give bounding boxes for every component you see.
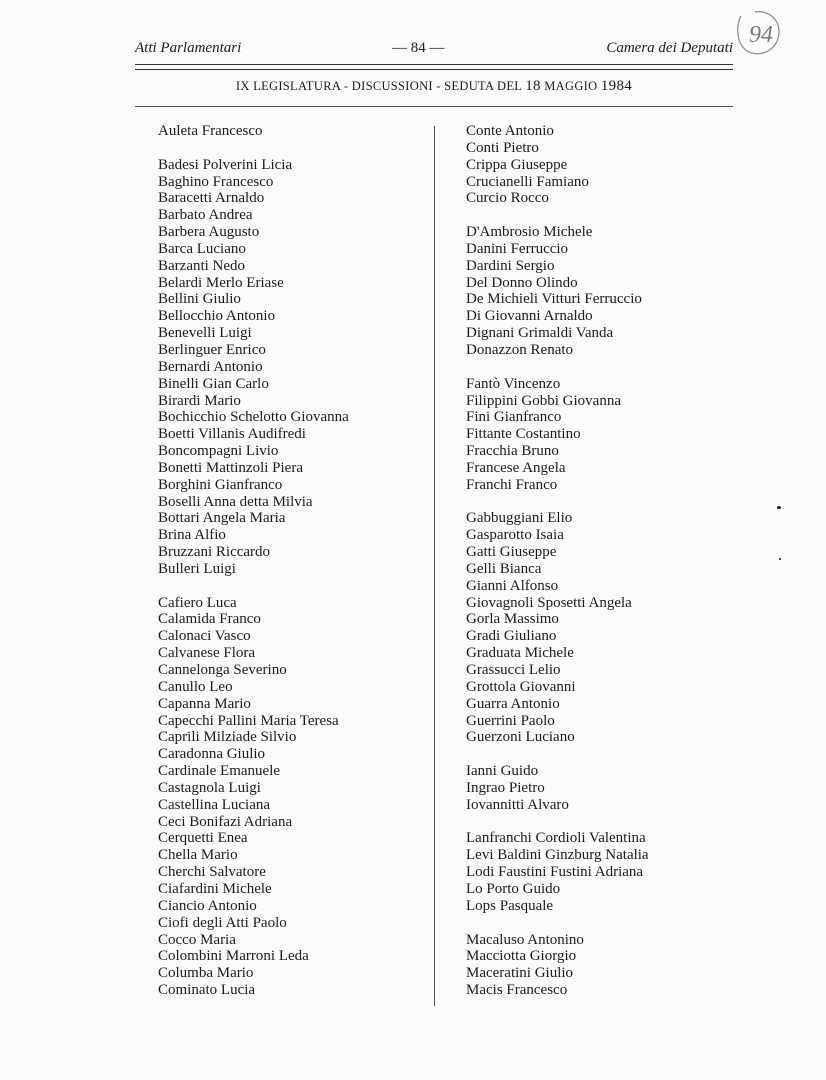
deputy-name: Benevelli Luigi (158, 325, 252, 342)
deputy-name: Dardini Sergio (466, 257, 555, 274)
deputy-name: Donazzon Renato (466, 341, 574, 358)
deputy-name: Lodi Faustini Fustini Adriana (466, 864, 644, 881)
deputy-name: Bellocchio Antonio (158, 308, 276, 325)
deputy-name: Barzanti Nedo (158, 257, 246, 274)
deputy-name: Franchi Franco (466, 476, 558, 493)
deputy-name: Crippa Giuseppe (466, 156, 568, 173)
deputy-name: Fittante Costantino (466, 426, 581, 443)
page-header (135, 38, 733, 62)
deputy-name: Castagnola Luigi (158, 779, 261, 796)
deputy-name: Ciancio Antonio (158, 897, 257, 914)
deputy-name: Bellini Giulio (158, 291, 241, 308)
session-day: 18 (525, 78, 541, 94)
group-spacer (466, 746, 649, 763)
deputy-name: Macaluso Antonino (466, 931, 584, 948)
deputy-name: Cafiero Luca (158, 594, 237, 611)
deputy-name: Maceratini Giulio (466, 965, 574, 982)
deputy-name: Capanna Mario (158, 695, 251, 712)
deputy-name: Conte Antonio (466, 123, 554, 139)
deputy-name: Cocco Maria (158, 931, 236, 948)
deputy-name: Cherchi Salvatore (158, 864, 266, 881)
handwritten-page-mark (733, 8, 783, 68)
deputy-name: Levi Baldini Ginzburg Natalia (466, 847, 649, 864)
deputy-name: Caradonna Giulio (158, 746, 266, 763)
deputy-name: Bernardi Antonio (158, 358, 263, 375)
handwritten-number: 94 (749, 22, 773, 48)
deputy-name: D'Ambrosio Michele (466, 224, 593, 241)
deputy-name: Capecchi Pallini Maria Teresa (158, 712, 339, 729)
deputy-name: Grottola Giovanni (466, 678, 576, 695)
deputy-name: Giovagnoli Sposetti Angela (466, 594, 632, 611)
deputy-name: De Michieli Vitturi Ferruccio (466, 291, 642, 308)
deputy-name: Graduata Michele (466, 645, 574, 662)
deputy-name: Boetti Villanis Audifredi (158, 426, 306, 443)
deputy-name: Cominato Lucia (158, 982, 256, 999)
deputy-name: Cerquetti Enea (158, 830, 248, 847)
deputy-name: Borghini Gianfranco (158, 476, 283, 493)
header-double-rule (135, 64, 733, 70)
deputy-name: Filippini Gobbi Giovanna (466, 392, 621, 409)
deputy-name: Berlinguer Enrico (158, 341, 266, 358)
deputy-name: Brina Alfio (158, 527, 226, 544)
left-name-column (158, 123, 349, 999)
deputy-name: Binelli Gian Carlo (158, 375, 269, 392)
deputy-name: Gradi Giuliano (466, 628, 557, 645)
deputy-name: Belardi Merlo Eriase (158, 274, 284, 291)
group-spacer (466, 494, 649, 511)
deputy-name: Del Donno Olindo (466, 274, 578, 291)
deputy-name: Barbera Augusto (158, 224, 260, 241)
scan-speck (779, 558, 781, 560)
group-spacer (466, 359, 649, 376)
deputy-name: Lanfranchi Cordioli Valentina (466, 830, 646, 847)
deputy-name: Badesi Polverini Licia (158, 156, 293, 173)
deputy-name: Barca Luciano (158, 240, 246, 257)
header-publication: Atti Parlamentari (135, 40, 242, 56)
deputy-name: Francese Angela (466, 459, 566, 476)
deputy-name: Calonaci Vasco (158, 628, 251, 645)
deputy-name: Columba Mario (158, 965, 254, 982)
header-page-number: — 84 — (392, 40, 445, 56)
deputy-name: Bochicchio Schelotto Giovanna (158, 409, 349, 426)
session-year: 1984 (600, 78, 633, 94)
deputy-name: Macis Francesco (466, 982, 568, 999)
deputy-name: Macciotta Giorgio (466, 948, 577, 965)
right-name-column (466, 123, 649, 999)
deputy-name: Lops Pasquale (466, 897, 554, 914)
group-spacer (466, 207, 649, 224)
deputy-name: Boncompagni Livio (158, 443, 279, 460)
deputy-name: Bulleri Luigi (158, 560, 236, 577)
group-spacer (158, 578, 349, 595)
deputy-name: Calamida Franco (158, 611, 261, 628)
deputy-name: Gelli Bianca (466, 560, 542, 577)
deputy-name: Barbato Andrea (158, 207, 253, 224)
group-spacer (466, 814, 649, 831)
deputy-name: Fantò Vincenzo (466, 375, 561, 392)
column-divider (434, 126, 435, 1006)
deputy-name: Castellina Luciana (158, 796, 271, 813)
deputy-name: Auleta Francesco (158, 123, 263, 139)
deputy-name: Conti Pietro (466, 139, 539, 156)
deputy-name: Guarra Antonio (466, 695, 560, 712)
deputy-name: Ciofi degli Atti Paolo (158, 914, 287, 931)
deputy-name: Birardi Mario (158, 392, 241, 409)
deputy-name: Gabbuggiani Elio (466, 510, 573, 527)
deputy-name: Bruzzani Riccardo (158, 544, 271, 561)
deputy-name: Ianni Guido (466, 763, 539, 780)
deputy-name: Fini Gianfranco (466, 409, 562, 426)
deputy-name: Gorla Massimo (466, 611, 559, 628)
deputy-name: Caprili Milziade Silvio (158, 729, 297, 746)
session-subheader (135, 78, 733, 95)
deputy-name: Cannelonga Severino (158, 662, 287, 678)
deputy-name: Boselli Anna detta Milvia (158, 493, 313, 510)
group-spacer (158, 140, 349, 157)
subheader-rule (135, 106, 733, 107)
deputy-name: Calvanese Flora (158, 645, 256, 662)
header-chamber: Camera dei Deputati (606, 40, 733, 56)
deputy-name: Ceci Bonifazi Adriana (158, 813, 293, 830)
deputy-name: Danini Ferruccio (466, 240, 569, 257)
deputy-name: Gasparotto Isaia (466, 527, 564, 544)
deputy-name: Lo Porto Guido (466, 880, 561, 897)
deputy-name: Guerzoni Luciano (466, 729, 575, 746)
deputy-name: Di Giovanni Arnaldo (466, 308, 593, 325)
deputy-name: Colombini Marroni Leda (158, 948, 309, 965)
deputy-name: Gatti Giuseppe (466, 544, 557, 561)
deputy-name: Grassucci Lelio (466, 662, 561, 678)
deputy-name: Baghino Francesco (158, 173, 274, 190)
session-text: IX LEGISLATURA - DISCUSSIONI - SEDUTA DEL (235, 79, 522, 93)
deputy-name: Ciafardini Michele (158, 880, 272, 897)
scan-speck (777, 506, 781, 509)
deputy-name: Crucianelli Famiano (466, 173, 589, 190)
deputy-name: Chella Mario (158, 847, 238, 864)
session-month: MAGGIO (544, 79, 598, 93)
deputy-name: Bonetti Mattinzoli Piera (158, 459, 303, 476)
group-spacer (466, 915, 649, 932)
deputy-name: Canullo Leo (158, 678, 233, 695)
deputy-name: Guerrini Paolo (466, 712, 555, 729)
deputy-name: Baracetti Arnaldo (158, 190, 265, 207)
deputy-name: Dignani Grimaldi Vanda (466, 325, 614, 342)
deputy-name: Iovannitti Alvaro (466, 796, 569, 813)
deputy-name: Curcio Rocco (466, 190, 549, 207)
deputy-name: Fracchia Bruno (466, 443, 559, 460)
deputy-name: Ingrao Pietro (466, 779, 545, 796)
deputy-name: Cardinale Emanuele (158, 763, 281, 780)
deputy-name: Gianni Alfonso (466, 577, 559, 594)
deputy-name: Bottari Angela Maria (158, 510, 286, 527)
